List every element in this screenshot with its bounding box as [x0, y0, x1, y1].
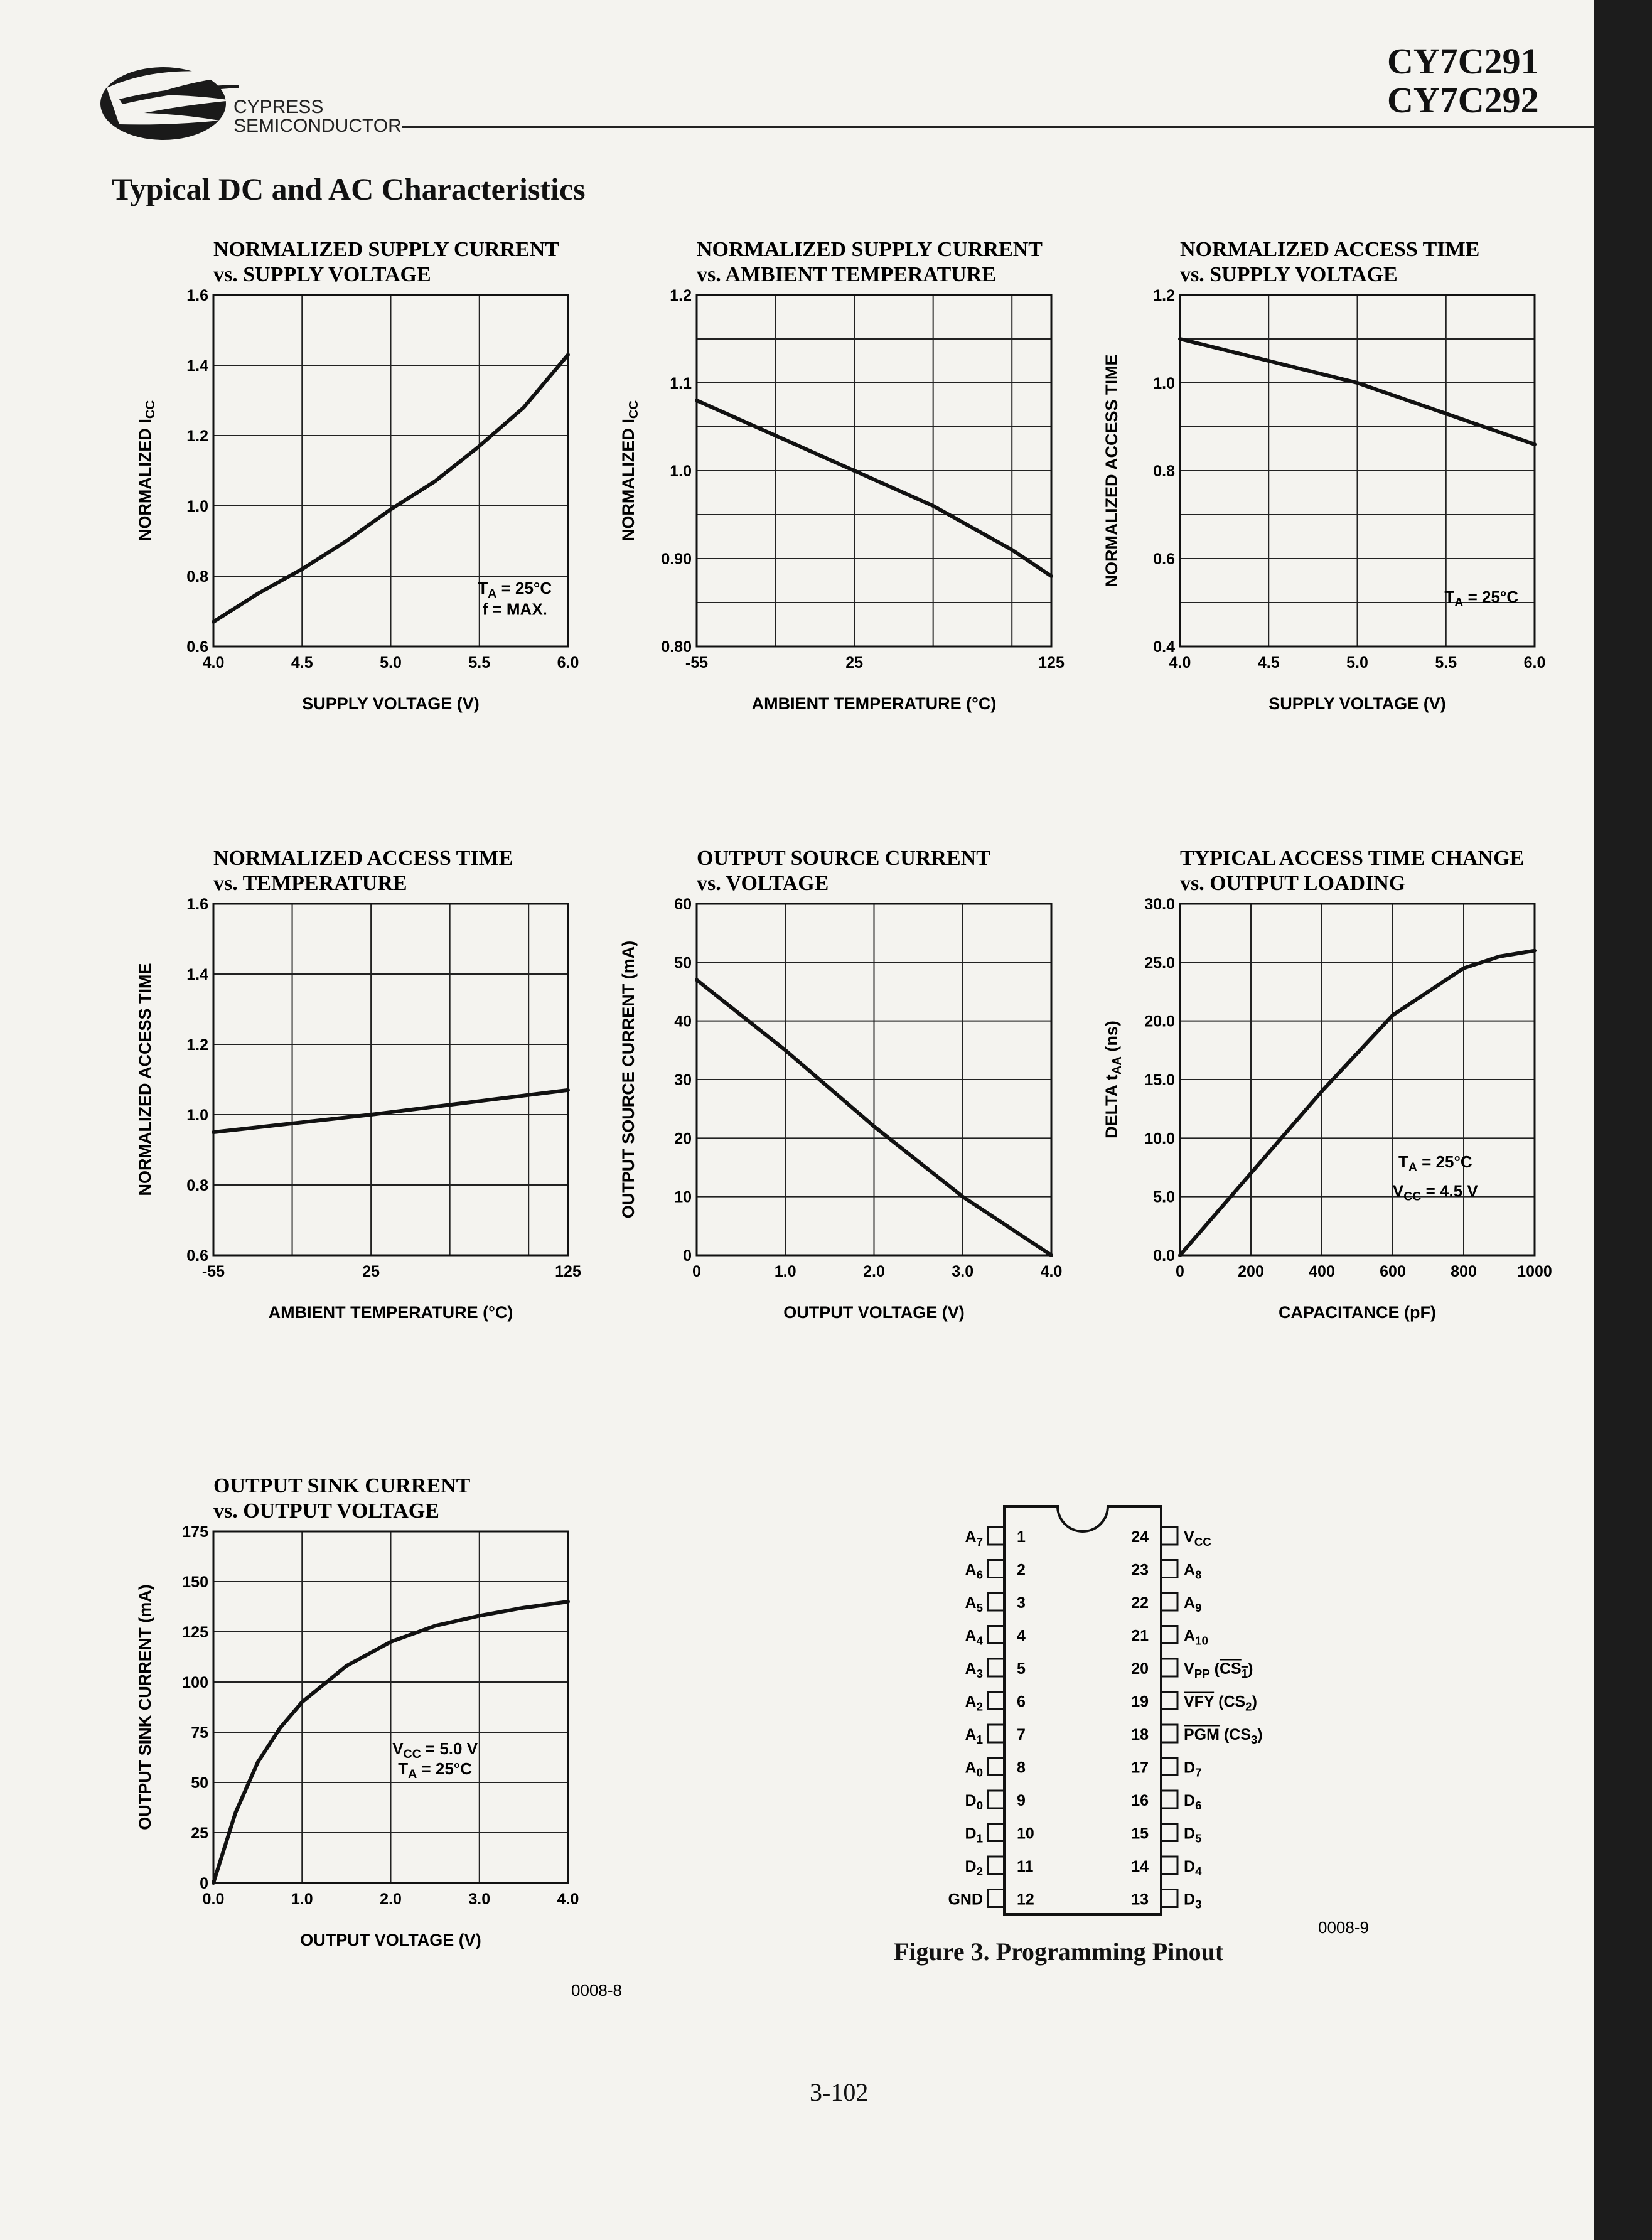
annotation-rest: = 25°C	[417, 1759, 472, 1779]
chart-annotation	[1393, 1182, 1479, 1204]
x-tick-label: 1000	[1517, 1263, 1552, 1280]
y-tick-label: 1.1	[670, 375, 692, 392]
pin-name-part: 4	[1195, 1865, 1202, 1878]
chart-source-current-vs-voltage	[603, 847, 1080, 1349]
x-tick-label: 25	[362, 1263, 380, 1280]
pin-name-main: GND	[948, 1890, 983, 1909]
pin-number: 3	[1017, 1594, 1026, 1612]
pin-name	[965, 1627, 984, 1648]
pin-stub-right	[1161, 1692, 1177, 1710]
series-line	[213, 1090, 568, 1132]
x-tick-label: 5.5	[1435, 654, 1457, 672]
pin-stub-right	[1161, 1890, 1177, 1907]
pin-name	[1184, 1759, 1202, 1779]
pin-name-part: 7	[1195, 1766, 1202, 1779]
pin-number: 21	[1131, 1627, 1149, 1645]
pin-name-part: (	[1210, 1660, 1220, 1678]
pin-stub-left	[988, 1758, 1004, 1776]
y-tick-label: 1.0	[186, 1107, 208, 1124]
pin-name	[948, 1891, 983, 1909]
pin-stub-right	[1161, 1593, 1177, 1610]
pin-name	[965, 1858, 984, 1878]
x-tick-label: 600	[1380, 1263, 1406, 1280]
pin-number: 22	[1131, 1594, 1149, 1612]
pin-number: 14	[1131, 1858, 1149, 1875]
pin-number: 7	[1017, 1726, 1026, 1744]
y-tick-label: 40	[674, 1012, 692, 1031]
x-tick-label: 2.0	[863, 1263, 885, 1280]
chart-title-line: OUTPUT SINK CURRENT	[213, 1475, 471, 1498]
chart-annotation	[1398, 1152, 1472, 1174]
pin-stub-right	[1161, 1824, 1177, 1841]
y-tick-label: 10	[674, 1188, 692, 1206]
y-tick-label: 1.4	[186, 357, 208, 375]
pin-stub-right	[1161, 1560, 1177, 1578]
annotation-main: V	[392, 1739, 404, 1759]
pin-number: 18	[1131, 1726, 1149, 1744]
chart-title-line: vs. SUPPLY VOLTAGE	[213, 263, 431, 286]
pin-name	[965, 1792, 984, 1812]
y-tick-label: 125	[182, 1624, 208, 1641]
annotation-sub: A	[488, 587, 497, 601]
y-axis-label-rest: (ns)	[1102, 1021, 1121, 1057]
x-tick-label: 4.0	[557, 1890, 579, 1908]
page-number: 3-102	[810, 2078, 869, 2106]
figure-code-text: 0008-8	[571, 1981, 622, 2000]
chart-title-line: vs. OUTPUT VOLTAGE	[213, 1499, 439, 1523]
y-tick-label: 0.80	[661, 638, 692, 656]
y-tick-label: 0.8	[186, 1177, 208, 1194]
pin-name-part: V	[1184, 1528, 1194, 1546]
pin-name-main: A	[965, 1693, 977, 1711]
y-tick-label: 25.0	[1144, 954, 1175, 972]
chart-annotation	[392, 1739, 478, 1761]
pin-name	[1184, 1825, 1202, 1845]
x-tick-label: 1.0	[774, 1263, 796, 1280]
pin-stub-right	[1161, 1527, 1177, 1545]
y-axis-label-main: DELTA t	[1102, 1074, 1121, 1139]
x-axis-label: SUPPLY VOLTAGE (V)	[302, 694, 480, 713]
pin-name-part: )	[1257, 1726, 1263, 1744]
x-tick-label: -55	[201, 1263, 225, 1280]
y-tick-label: 100	[182, 1674, 208, 1691]
chart-title-line: vs. TEMPERATURE	[213, 872, 407, 895]
pin-number: 15	[1131, 1825, 1149, 1843]
pin-number: 23	[1131, 1561, 1149, 1579]
pin-name	[1184, 1562, 1202, 1582]
y-tick-label: 0.4	[1153, 638, 1175, 656]
pin-stub-left	[988, 1890, 1004, 1907]
x-tick-label: 5.0	[380, 654, 402, 672]
x-axis-label: OUTPUT VOLTAGE (V)	[300, 1931, 481, 1949]
annotation-main: f = MAX.	[482, 599, 547, 619]
pin-name	[1184, 1726, 1263, 1746]
x-tick-label: 3.0	[952, 1263, 974, 1280]
pin-number: 4	[1017, 1627, 1026, 1645]
pin-stub-right	[1161, 1626, 1177, 1644]
x-axis-label: CAPACITANCE (pF)	[1279, 1303, 1436, 1322]
y-tick-label: 1.6	[186, 287, 208, 304]
y-tick-label: 5.0	[1153, 1188, 1175, 1206]
x-tick-label: 4.0	[1169, 654, 1191, 672]
pin-name	[1184, 1693, 1257, 1713]
chart-title-line: NORMALIZED ACCESS TIME	[1180, 238, 1480, 261]
pin-number: 24	[1131, 1528, 1149, 1546]
y-tick-label: 1.2	[670, 287, 692, 304]
plot-frame	[213, 904, 568, 1255]
pin-name-sub: 0	[976, 1799, 983, 1812]
pin-name-main: D	[965, 1825, 977, 1843]
pin-name	[1184, 1660, 1253, 1680]
x-tick-label: 2.0	[380, 1890, 402, 1908]
y-tick-label: 60	[674, 896, 692, 913]
pin-number: 19	[1131, 1693, 1149, 1711]
pin-name-sub: 2	[976, 1865, 983, 1878]
pin-name	[1184, 1627, 1208, 1648]
pin-number: 12	[1017, 1890, 1034, 1909]
annotation-sub: A	[1408, 1160, 1417, 1174]
pin-name-main: A	[965, 1528, 977, 1546]
x-tick-label: 1.0	[291, 1890, 313, 1908]
chart-annotation	[483, 600, 547, 619]
y-tick-label: 0.8	[1153, 463, 1175, 480]
pin-name-main: A	[965, 1726, 977, 1744]
y-tick-label: 0.90	[661, 550, 692, 568]
programming-pinout-diagram	[904, 1494, 1318, 1921]
pin-name-main: A	[965, 1660, 977, 1678]
figure-code-text: 0008-9	[1318, 1918, 1369, 1937]
pin-name-part: VFY	[1184, 1693, 1215, 1711]
x-tick-label: 0	[1176, 1263, 1184, 1280]
pin-name-part: D	[1184, 1759, 1196, 1777]
pin-stub-left	[988, 1659, 1004, 1676]
annotation-sub: CC	[403, 1747, 421, 1762]
pin-name	[965, 1660, 984, 1680]
annotation-main: T	[1444, 587, 1455, 606]
y-tick-label: 1.4	[186, 966, 208, 983]
chart-sink-current-vs-voltage	[119, 1475, 596, 1977]
pin-name-part: 10	[1195, 1634, 1208, 1648]
annotation-rest: = 25°C	[496, 579, 552, 598]
chart-title-line: TYPICAL ACCESS TIME CHANGE	[1180, 847, 1525, 870]
y-tick-label: 15.0	[1144, 1071, 1175, 1089]
y-tick-label: 0.8	[186, 568, 208, 586]
figure-code-2	[1312, 1914, 1400, 1939]
company-line-1: CYPRESS	[233, 97, 324, 117]
pin-stub-left	[988, 1791, 1004, 1808]
annotation-rest: = 5.0 V	[421, 1739, 478, 1759]
pin-name-part: )	[1248, 1660, 1253, 1678]
cypress-tree-logo-icon	[94, 50, 251, 144]
y-tick-label: 1.6	[186, 896, 208, 913]
pin-name-sub: 6	[976, 1568, 983, 1582]
x-tick-label: 6.0	[1523, 654, 1546, 672]
pin-name-part: (CS	[1219, 1726, 1251, 1744]
annotation-main: T	[478, 579, 488, 598]
y-tick-label: 25	[191, 1825, 208, 1842]
annotation-rest: = 25°C	[1417, 1152, 1472, 1171]
pin-stub-left	[988, 1560, 1004, 1578]
y-tick-label: 1.2	[186, 1036, 208, 1054]
chart-access-time-vs-loading	[1086, 847, 1582, 1349]
y-axis-label-main: NORMALIZED ACCESS TIME	[136, 963, 154, 1196]
pin-number: 9	[1017, 1792, 1026, 1809]
x-tick-label: 4.5	[291, 654, 313, 672]
chart-annotation	[478, 579, 552, 601]
y-tick-label: 50	[674, 954, 692, 972]
pin-name-part: PGM	[1184, 1726, 1220, 1744]
series-line	[1180, 951, 1535, 1255]
chart-supply-current-vs-voltage	[119, 238, 596, 728]
pin-name-part: 8	[1195, 1568, 1202, 1582]
pin-name-part: A	[1184, 1627, 1196, 1645]
x-axis-label: OUTPUT VOLTAGE (V)	[783, 1303, 965, 1322]
pin-stub-left	[988, 1692, 1004, 1710]
y-axis-label-sub: CC	[144, 400, 158, 419]
y-tick-label: 150	[182, 1573, 208, 1591]
chart-supply-current-vs-temperature	[603, 238, 1080, 728]
pin-name	[965, 1562, 984, 1582]
y-axis-label-sub: AA	[1110, 1056, 1124, 1075]
chart-title-line: NORMALIZED ACCESS TIME	[213, 847, 513, 870]
pin-stub-left	[988, 1824, 1004, 1841]
y-tick-label: 20	[674, 1130, 692, 1148]
y-axis-label	[136, 963, 154, 1196]
x-axis-label: AMBIENT TEMPERATURE (°C)	[268, 1303, 513, 1322]
figure-caption: Figure 3. Programming Pinout	[894, 1937, 1224, 1966]
pin-name	[965, 1528, 984, 1548]
pin-stub-right	[1161, 1791, 1177, 1808]
y-axis-label	[1102, 355, 1121, 587]
pin-name-main: D	[965, 1792, 977, 1809]
pin-name-sub: 3	[976, 1667, 983, 1680]
annotation-main: T	[398, 1759, 409, 1779]
header-rule	[402, 126, 1594, 128]
y-tick-label: 0.0	[1153, 1247, 1175, 1265]
y-tick-label: 0	[683, 1247, 692, 1265]
pin-name-main: D	[965, 1858, 977, 1875]
pin-name-part: (CS	[1214, 1693, 1246, 1711]
chart-title-line: vs. AMBIENT TEMPERATURE	[697, 263, 997, 286]
figure-code-1	[565, 1977, 653, 2002]
x-tick-label: 5.0	[1346, 654, 1368, 672]
pin-number: 10	[1017, 1825, 1034, 1843]
pin-name-sub: 2	[976, 1700, 983, 1713]
annotation-sub: A	[1454, 596, 1464, 609]
x-axis-label: AMBIENT TEMPERATURE (°C)	[751, 694, 997, 713]
pin-stub-right	[1161, 1857, 1177, 1874]
pin-stub-right	[1161, 1758, 1177, 1776]
pin-name-main: A	[965, 1759, 977, 1777]
pin-name	[965, 1594, 984, 1614]
y-axis-label	[619, 941, 638, 1219]
pin-name-part: 5	[1195, 1831, 1202, 1845]
pin-name	[1184, 1594, 1202, 1614]
pin-number: 16	[1131, 1792, 1149, 1809]
chart-title-line: OUTPUT SOURCE CURRENT	[697, 847, 990, 870]
pin-stub-right	[1161, 1659, 1177, 1676]
company-name	[233, 98, 402, 136]
pin-name-sub: 1	[976, 1831, 983, 1845]
y-tick-label: 0.6	[1153, 550, 1175, 568]
y-tick-label: 1.0	[186, 498, 208, 515]
scan-edge	[1594, 0, 1652, 2240]
x-tick-label: 3.0	[468, 1890, 491, 1908]
y-tick-label: 1.0	[670, 463, 692, 480]
pin-name	[1184, 1891, 1202, 1911]
pin-number: 2	[1017, 1561, 1026, 1579]
y-axis-label-main: OUTPUT SOURCE CURRENT (mA)	[619, 940, 638, 1219]
pin-name	[1184, 1792, 1202, 1812]
y-tick-label: 10.0	[1144, 1130, 1175, 1148]
pin-name-part: D	[1184, 1825, 1196, 1843]
pin-name-part: PP	[1194, 1667, 1210, 1680]
pin-name-part: 3	[1195, 1897, 1202, 1911]
chart-access-time-vs-voltage	[1086, 238, 1582, 728]
pin-name	[1184, 1528, 1211, 1548]
annotation-main: V	[1392, 1181, 1404, 1201]
pin-name-part: 1	[1241, 1667, 1248, 1680]
section-title: Typical DC and AC Characteristics	[112, 171, 586, 206]
annotation-main: T	[1398, 1152, 1408, 1171]
x-tick-label: 200	[1238, 1263, 1264, 1280]
y-tick-label: 20.0	[1144, 1012, 1175, 1031]
y-tick-label: 75	[191, 1724, 208, 1742]
annotation-rest: = 25°C	[1463, 587, 1519, 606]
x-axis-label: SUPPLY VOLTAGE (V)	[1268, 694, 1446, 713]
y-tick-label: 1.2	[186, 427, 208, 445]
annotation-sub: CC	[1403, 1189, 1422, 1204]
x-tick-label: 0	[692, 1263, 701, 1280]
part-number-1: CY7C291	[1387, 41, 1539, 82]
pin-name-part: D	[1184, 1890, 1196, 1909]
pin-name-sub: 4	[976, 1634, 983, 1648]
pin-number: 1	[1017, 1528, 1026, 1546]
pin-name-part: V	[1184, 1660, 1194, 1678]
pin-stub-left	[988, 1593, 1004, 1610]
y-axis-label-sub: CC	[627, 400, 641, 419]
pin-stub-right	[1161, 1725, 1177, 1742]
annotation-sub: A	[408, 1767, 417, 1782]
pin-name-sub: 7	[976, 1535, 983, 1548]
pin-name-part: )	[1252, 1693, 1257, 1711]
y-tick-label: 1.2	[1153, 287, 1175, 304]
y-tick-label: 1.0	[1153, 375, 1175, 392]
pin-stub-left	[988, 1527, 1004, 1545]
pin-name-sub: 5	[976, 1601, 983, 1614]
chart-title-line: NORMALIZED SUPPLY CURRENT	[697, 238, 1043, 261]
pin-name-part: 6	[1195, 1799, 1202, 1812]
y-axis-label	[136, 1584, 154, 1830]
x-tick-label: 125	[1038, 654, 1065, 672]
y-tick-label: 50	[191, 1774, 208, 1792]
y-tick-label: 30.0	[1144, 896, 1175, 913]
x-tick-label: 400	[1309, 1263, 1335, 1280]
pin-name-part: A	[1184, 1561, 1196, 1579]
x-tick-label: 25	[845, 654, 864, 672]
y-axis-label	[136, 400, 158, 542]
y-axis-label	[1102, 1021, 1124, 1139]
pin-name-sub: 0	[976, 1766, 983, 1779]
chart-title-line: vs. VOLTAGE	[697, 872, 829, 895]
pin-name	[965, 1759, 984, 1779]
x-tick-label: 5.5	[468, 654, 491, 672]
x-tick-label: 6.0	[557, 654, 579, 672]
pin-number: 20	[1131, 1660, 1149, 1678]
y-tick-label: 0.6	[186, 638, 208, 656]
y-axis-label-main: OUTPUT SINK CURRENT (mA)	[136, 1584, 154, 1830]
x-tick-label: -55	[685, 654, 709, 672]
pin-name	[965, 1693, 984, 1713]
y-tick-label: 175	[182, 1523, 208, 1541]
pin-name	[965, 1726, 984, 1746]
chart-access-time-vs-temperature	[119, 847, 596, 1349]
x-tick-label: 800	[1451, 1263, 1477, 1280]
y-tick-label: 0.6	[186, 1247, 208, 1265]
chart-title-line: vs. OUTPUT LOADING	[1180, 872, 1406, 895]
pin-name-part: CC	[1194, 1535, 1211, 1548]
company-line-2: SEMICONDUCTOR	[233, 115, 402, 136]
chart-annotation	[1444, 587, 1518, 609]
pin-name	[1184, 1858, 1202, 1878]
y-axis-label-main: NORMALIZED I	[136, 419, 154, 542]
chart-title-line: NORMALIZED SUPPLY CURRENT	[213, 238, 559, 261]
pin-number: 8	[1017, 1759, 1026, 1777]
x-tick-label: 4.0	[1040, 1263, 1063, 1280]
pin-name-main: A	[965, 1594, 977, 1612]
pin-name-sub: 1	[976, 1733, 983, 1746]
pin-name-main: A	[965, 1627, 977, 1645]
pin-name-part: 2	[1245, 1700, 1252, 1713]
pin-name-part: CS	[1219, 1660, 1242, 1678]
pin-name-part: 3	[1250, 1733, 1258, 1746]
x-tick-label: 4.0	[202, 654, 225, 672]
pin-name-part: 9	[1195, 1601, 1202, 1614]
x-tick-label: 125	[555, 1263, 581, 1280]
y-axis-label-main: NORMALIZED ACCESS TIME	[1102, 354, 1121, 587]
y-tick-label: 30	[674, 1071, 692, 1089]
x-tick-label: 4.5	[1257, 654, 1280, 672]
pin-stub-left	[988, 1857, 1004, 1874]
annotation-rest: = 4.5 V	[1421, 1181, 1478, 1201]
x-tick-label: 0.0	[202, 1890, 225, 1908]
pin-stub-left	[988, 1725, 1004, 1742]
pin-number: 6	[1017, 1693, 1026, 1711]
pin-number: 17	[1131, 1759, 1149, 1777]
pin-name-part: D	[1184, 1858, 1196, 1875]
pin-stub-left	[988, 1626, 1004, 1644]
pin-number: 13	[1131, 1890, 1149, 1909]
pin-name	[965, 1825, 984, 1845]
part-number-2: CY7C292	[1387, 80, 1539, 121]
chart-annotation	[398, 1759, 472, 1781]
pin-name-part: A	[1184, 1594, 1196, 1612]
pin-number: 11	[1017, 1858, 1034, 1875]
pin-name-part: D	[1184, 1792, 1196, 1809]
chart-title-line: vs. SUPPLY VOLTAGE	[1180, 263, 1398, 286]
y-axis-label	[619, 400, 641, 542]
pin-number: 5	[1017, 1660, 1026, 1678]
y-axis-label-main: NORMALIZED I	[619, 419, 638, 542]
pin-name-main: A	[965, 1561, 977, 1579]
y-tick-label: 0	[200, 1875, 208, 1892]
